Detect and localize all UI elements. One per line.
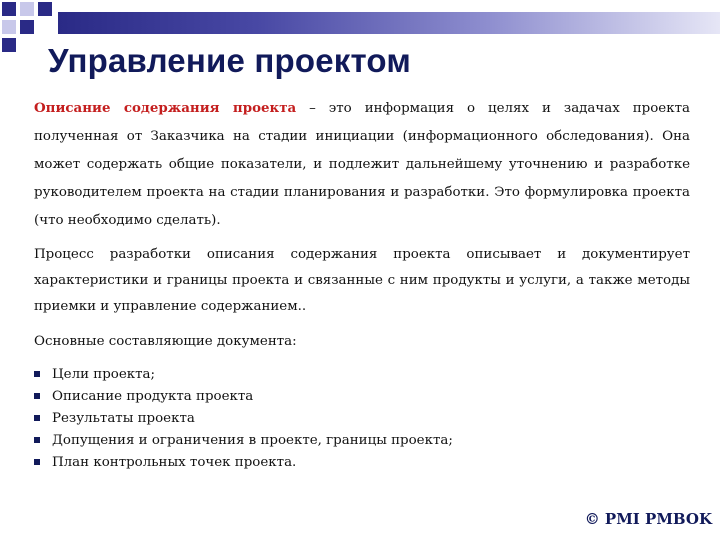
defined-term: Описание содержания проекта <box>34 100 297 116</box>
bullet-icon <box>34 459 40 465</box>
header-gradient-bar <box>58 12 720 34</box>
decor-square <box>2 2 16 16</box>
bullet-icon <box>34 437 40 443</box>
list-item: Результаты проекта <box>34 408 453 430</box>
components-list <box>34 364 453 474</box>
decor-square <box>2 38 16 52</box>
list-item: Описание продукта проекта <box>34 386 453 408</box>
decor-square <box>2 20 16 34</box>
definition-paragraph <box>34 94 690 235</box>
slide-title: Управление проектом <box>48 42 411 79</box>
bullet-icon <box>34 415 40 421</box>
list-item: Допущения и ограничения в проекте, границы проекта; <box>34 430 453 452</box>
definition-text: – это информация о целях и задачах проекта полученная от Заказчика на стадии инициации (информационного обследования). Она может содержать общие показатели, и подлежит дальнейшему уточнению и разработке руководителем проекта на стадии планирования и разработки. Это формулировка проекта (что необходимо сделать). <box>34 101 690 228</box>
list-item: Цели проекта; <box>34 364 453 386</box>
bullet-icon <box>34 393 40 399</box>
process-paragraph: Процесс разработки описания содержания проекта описывает и документирует характеристики и границы проекта и связанные с ним продукты и услуги, а также методы приемки и управление содержанием.. <box>34 247 690 314</box>
list-item: План контрольных точек проекта. <box>34 452 453 474</box>
decor-square <box>20 2 34 16</box>
copyright-notice: © PMI PMBOK <box>584 510 712 528</box>
bullet-icon <box>34 371 40 377</box>
list-heading: Основные составляющие документа: <box>34 334 297 349</box>
decor-square <box>20 20 34 34</box>
decor-square <box>38 2 52 16</box>
